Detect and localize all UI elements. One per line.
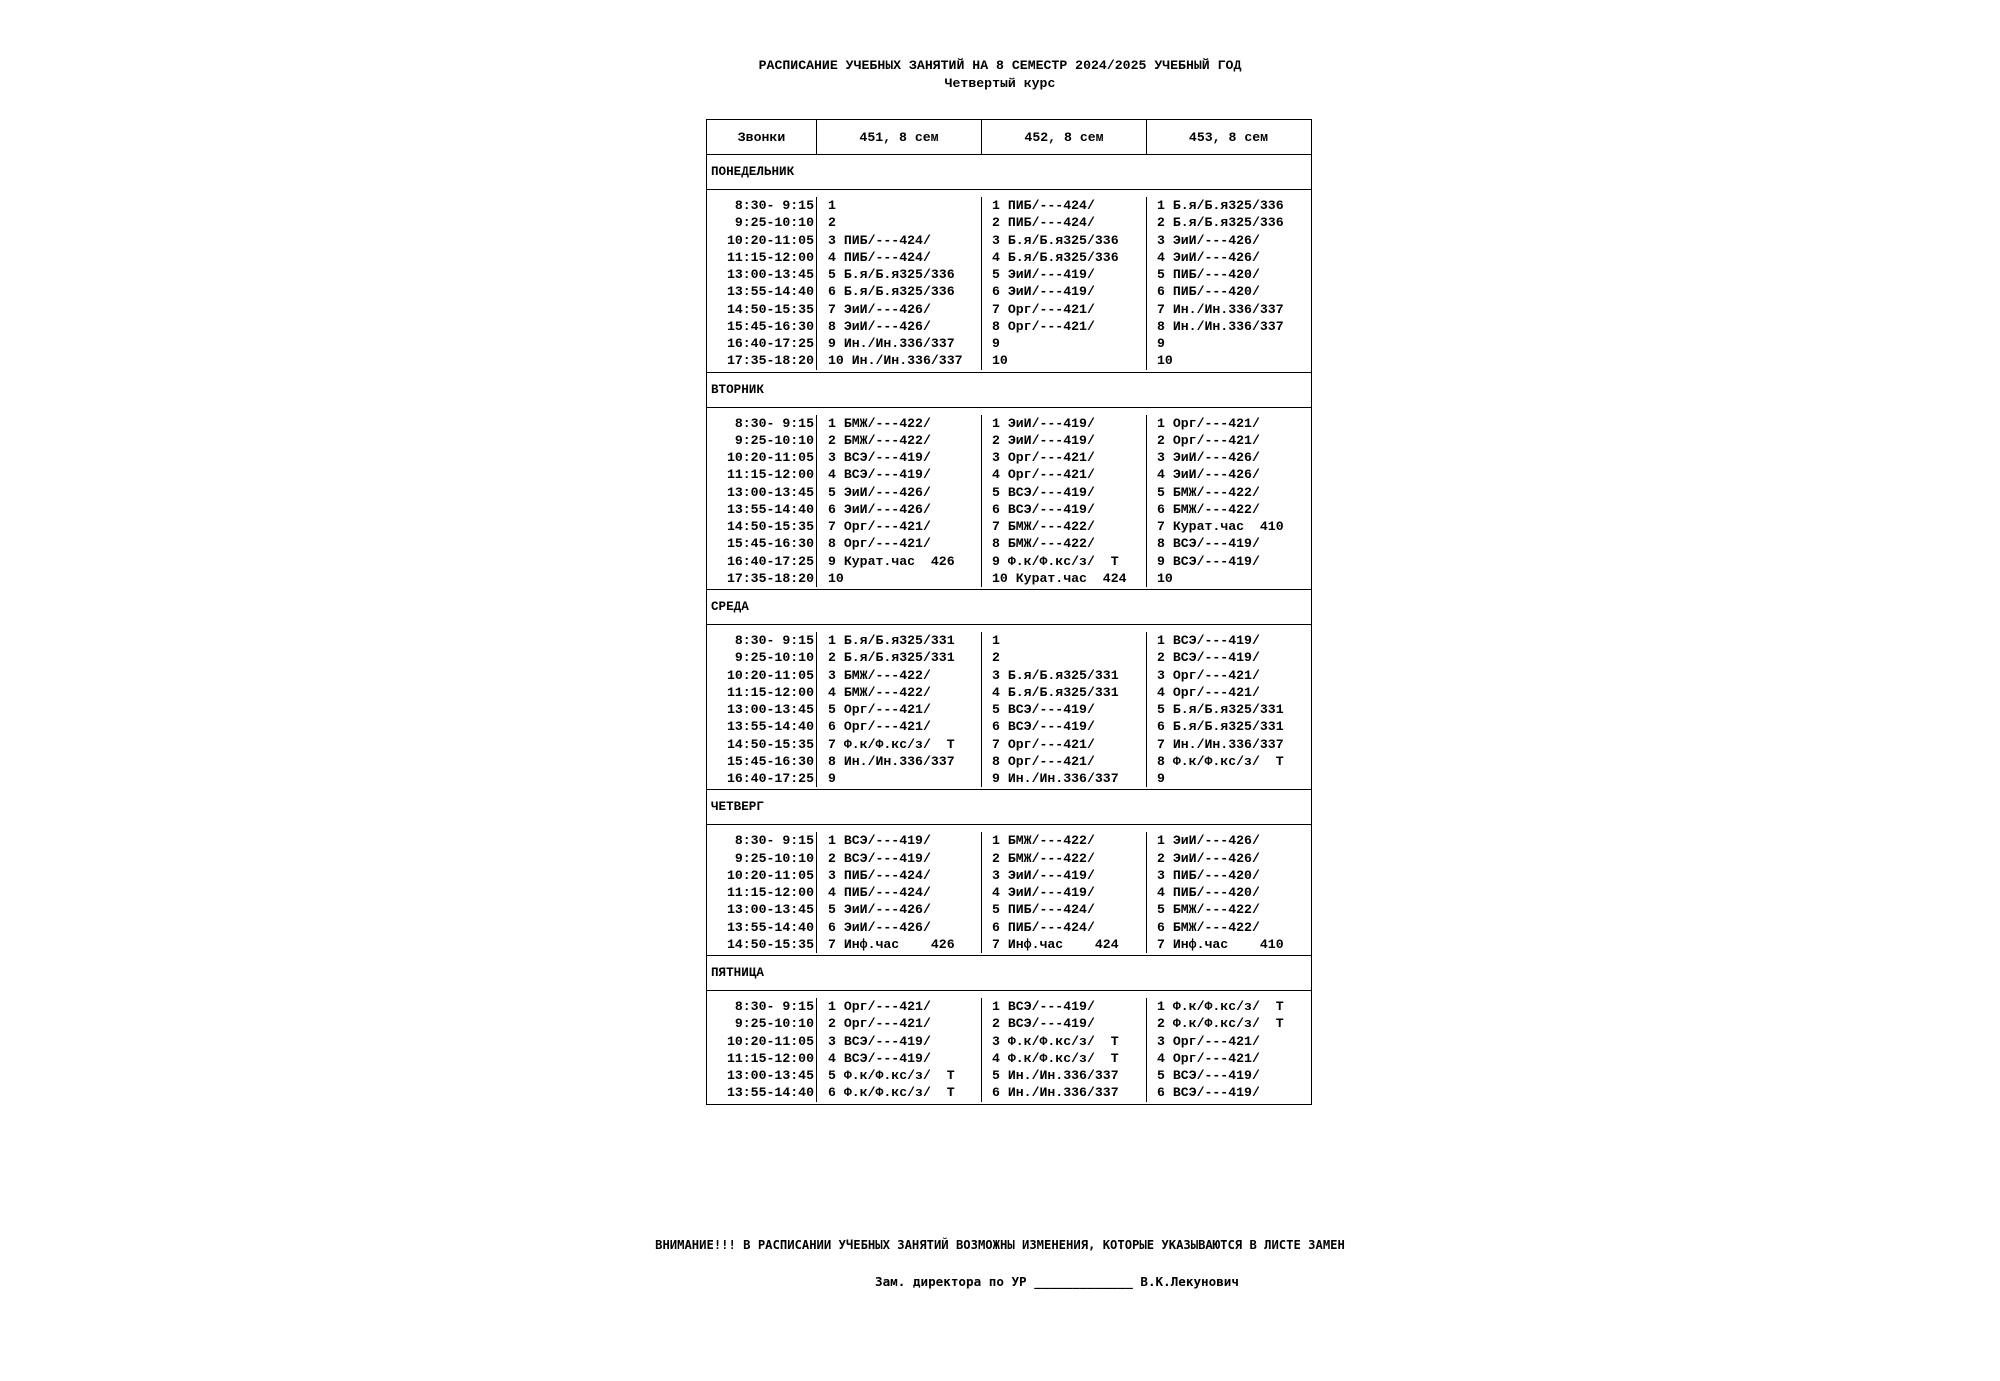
time-slot: 13:00-13:45 [707,484,817,501]
time-slot: 15:45-16:30 [707,753,817,770]
class-453: 8 Ф.к/Ф.кс/з/ Т [1157,753,1284,769]
document-subtitle: Четвертый курс [944,76,1056,91]
class-451: 7 Ф.к/Ф.кс/з/ Т [817,736,982,753]
table-row [707,432,1311,449]
class-452: 9 Ин./Ин.336/337 [982,770,1147,787]
class-452: 2 ПИБ/---424/ [982,214,1147,231]
table-row [707,770,1311,787]
class-451: 1 Б.я/Б.я325/331 [817,632,982,649]
class-451: 2 [817,214,982,231]
class-452: 2 [982,649,1147,666]
table-row [707,283,1311,300]
day-label: ПЯТНИЦА [707,956,1311,991]
time-slot: 13:55-14:40 [707,283,817,300]
class-451: 5 Орг/---421/ [817,701,982,718]
class-451: 8 Ин./Ин.336/337 [817,753,982,770]
table-row [707,901,1311,918]
class-453: 2 ЭиИ/---426/ [1157,850,1260,866]
table-row [707,1033,1311,1050]
table-row [707,535,1311,552]
class-452: 6 ВСЭ/---419/ [982,501,1147,518]
table-row [707,850,1311,867]
table-row [707,301,1311,318]
class-451: 9 Ин./Ин.336/337 [817,335,982,352]
time-slot: 15:45-16:30 [707,535,817,552]
class-451: 4 БМЖ/---422/ [817,684,982,701]
day-label: ПОНЕДЕЛЬНИК [707,155,1311,190]
changes-notice: ВНИМАНИЕ!!! В РАСПИСАНИИ УЧЕБНЫХ ЗАНЯТИЙ ВОЗМОЖНЫ ИЗМЕНЕНИЯ, КОТОРЫЕ УКАЗЫВАЮТСЯ В ЛИСТЕ ЗАМЕН [655,1238,1345,1252]
class-452: 3 Ф.к/Ф.кс/з/ Т [982,1033,1147,1050]
time-slot: 13:55-14:40 [707,718,817,735]
class-451: 7 ЭиИ/---426/ [817,301,982,318]
class-453: 3 ПИБ/---420/ [1157,867,1260,883]
time-slot: 8:30- 9:15 [707,998,817,1015]
class-452: 1 [982,632,1147,649]
table-row [707,884,1311,901]
class-452: 3 Б.я/Б.я325/336 [982,232,1147,249]
class-453: 7 Ин./Ин.336/337 [1157,301,1284,317]
class-452: 3 ЭиИ/---419/ [982,867,1147,884]
class-452: 5 ВСЭ/---419/ [982,484,1147,501]
time-slot: 13:55-14:40 [707,1084,817,1101]
class-451: 1 Орг/---421/ [817,998,982,1015]
class-452: 7 БМЖ/---422/ [982,518,1147,535]
time-slot: 15:45-16:30 [707,318,817,335]
class-453: 5 ПИБ/---420/ [1157,267,1260,282]
class-451: 3 ВСЭ/---419/ [817,449,982,466]
class-451: 6 ЭиИ/---426/ [817,501,982,518]
class-451: 10 [817,570,982,587]
class-453: 2 Орг/---421/ [1157,432,1260,448]
class-452: 2 ЭиИ/---419/ [982,432,1147,449]
table-row [707,649,1311,666]
class-452: 5 Ин./Ин.336/337 [982,1067,1147,1084]
header-group-452: 452, 8 сем [982,120,1147,154]
time-slot: 17:35-18:20 [707,352,817,369]
class-452: 9 Ф.к/Ф.кс/з/ Т [982,553,1147,570]
class-452: 2 ВСЭ/---419/ [982,1015,1147,1032]
table-row [707,466,1311,483]
class-453: 10 [1157,570,1173,586]
class-453: 5 Б.я/Б.я325/331 [1157,702,1284,717]
class-453: 4 ЭиИ/---426/ [1157,467,1260,483]
class-453: 2 ВСЭ/---419/ [1157,650,1260,666]
class-453: 3 ЭиИ/---426/ [1157,232,1260,248]
table-row [707,1084,1311,1101]
class-451: 9 Курат.час 426 [817,553,982,570]
time-slot: 9:25-10:10 [707,432,817,449]
time-slot: 9:25-10:10 [707,649,817,666]
time-slot: 16:40-17:25 [707,335,817,352]
class-453: 3 Орг/---421/ [1157,1033,1260,1049]
class-453: 4 Орг/---421/ [1157,684,1260,700]
time-slot: 13:00-13:45 [707,901,817,918]
time-slot: 13:55-14:40 [707,919,817,936]
class-452: 4 Ф.к/Ф.кс/з/ Т [982,1050,1147,1067]
class-452: 6 ПИБ/---424/ [982,919,1147,936]
class-451: 4 ВСЭ/---419/ [817,1050,982,1067]
day-label: ЧЕТВЕРГ [707,790,1311,825]
class-451: 3 ПИБ/---424/ [817,232,982,249]
class-451: 2 ВСЭ/---419/ [817,850,982,867]
time-slot: 8:30- 9:15 [707,632,817,649]
class-451: 2 Орг/---421/ [817,1015,982,1032]
class-453: 6 ПИБ/---420/ [1157,284,1260,300]
schedule-table [706,119,1312,1105]
table-row [707,197,1311,214]
time-slot: 10:20-11:05 [707,667,817,684]
class-453: 1 ВСЭ/---419/ [1157,633,1260,648]
class-451: 8 Орг/---421/ [817,535,982,552]
class-452: 5 ВСЭ/---419/ [982,701,1147,718]
table-row [707,335,1311,352]
class-453: 9 [1157,771,1165,786]
time-slot: 11:15-12:00 [707,249,817,266]
day-lessons [707,825,1311,956]
class-453: 4 ПИБ/---420/ [1157,885,1260,900]
time-slot: 11:15-12:00 [707,884,817,901]
class-453: 9 ВСЭ/---419/ [1157,553,1260,569]
table-row [707,501,1311,518]
class-451: 2 БМЖ/---422/ [817,432,982,449]
class-452: 1 БМЖ/---422/ [982,832,1147,849]
day-lessons [707,625,1311,790]
class-452: 2 БМЖ/---422/ [982,850,1147,867]
table-row [707,1015,1311,1032]
table-row [707,570,1311,587]
time-slot: 8:30- 9:15 [707,197,817,214]
table-row [707,1067,1311,1084]
class-453: 6 ВСЭ/---419/ [1157,1085,1260,1101]
day-lessons [707,991,1311,1104]
time-slot: 9:25-10:10 [707,214,817,231]
class-453: 2 Б.я/Б.я325/336 [1157,215,1284,231]
class-451: 1 [817,197,982,214]
class-452: 9 [982,335,1147,352]
time-slot: 10:20-11:05 [707,867,817,884]
class-453: 1 Ф.к/Ф.кс/з/ Т [1157,999,1284,1014]
class-452: 8 Орг/---421/ [982,318,1147,335]
time-slot: 9:25-10:10 [707,1015,817,1032]
class-453: 2 Ф.к/Ф.кс/з/ Т [1157,1016,1284,1032]
class-452: 7 Инф.час 424 [982,936,1147,953]
class-453: 8 ВСЭ/---419/ [1157,536,1260,552]
time-slot: 8:30- 9:15 [707,832,817,849]
time-slot: 11:15-12:00 [707,466,817,483]
table-row [707,518,1311,535]
class-453: 1 ЭиИ/---426/ [1157,833,1260,849]
class-453: 1 Б.я/Б.я325/336 [1157,198,1284,213]
class-453: 7 Ин./Ин.336/337 [1157,736,1284,752]
class-451: 6 ЭиИ/---426/ [817,919,982,936]
class-452: 10 [982,352,1147,369]
table-row [707,449,1311,466]
class-453: 10 [1157,353,1173,369]
signature-line: Зам. директора по УР _____________ В.К.Лекунович [875,1274,1239,1289]
class-451: 3 БМЖ/---422/ [817,667,982,684]
header-bells: Звонки [707,120,817,154]
class-453: 6 БМЖ/---422/ [1157,919,1260,935]
time-slot: 11:15-12:00 [707,1050,817,1067]
table-row [707,867,1311,884]
class-452: 4 ЭиИ/---419/ [982,884,1147,901]
class-453: 7 Инф.час 410 [1157,936,1284,952]
time-slot: 11:15-12:00 [707,684,817,701]
class-453: 4 Орг/---421/ [1157,1050,1260,1066]
table-row [707,232,1311,249]
table-row [707,919,1311,936]
class-452: 3 Б.я/Б.я325/331 [982,667,1147,684]
class-452: 5 ЭиИ/---419/ [982,266,1147,283]
table-row [707,832,1311,849]
class-452: 7 Орг/---421/ [982,301,1147,318]
document-title: РАСПИСАНИЕ УЧЕБНЫХ ЗАНЯТИЙ НА 8 СЕМЕСТР 2024/2025 УЧЕБНЫЙ ГОД [758,58,1242,73]
class-451: 7 Инф.час 426 [817,936,982,953]
class-451: 6 Б.я/Б.я325/336 [817,283,982,300]
table-row [707,266,1311,283]
class-451: 5 ЭиИ/---426/ [817,901,982,918]
table-row [707,936,1311,953]
class-451: 9 [817,770,982,787]
class-451: 2 Б.я/Б.я325/331 [817,649,982,666]
day-label: СРЕДА [707,590,1311,625]
class-453: 6 Б.я/Б.я325/331 [1157,719,1284,735]
time-slot: 13:00-13:45 [707,701,817,718]
class-452: 1 ЭиИ/---419/ [982,415,1147,432]
class-453: 1 Орг/---421/ [1157,415,1260,431]
class-453: 6 БМЖ/---422/ [1157,501,1260,517]
class-451: 5 Б.я/Б.я325/336 [817,266,982,283]
class-452: 4 Б.я/Б.я325/331 [982,684,1147,701]
class-452: 7 Орг/---421/ [982,736,1147,753]
class-452: 6 ВСЭ/---419/ [982,718,1147,735]
schedule-days [707,155,1311,1104]
time-slot: 10:20-11:05 [707,449,817,466]
time-slot: 13:00-13:45 [707,266,817,283]
day-lessons [707,408,1311,591]
table-row [707,684,1311,701]
class-453: 3 Орг/---421/ [1157,667,1260,683]
class-451: 4 ВСЭ/---419/ [817,466,982,483]
time-slot: 16:40-17:25 [707,553,817,570]
class-452: 5 ПИБ/---424/ [982,901,1147,918]
time-slot: 14:50-15:35 [707,736,817,753]
class-451: 3 ПИБ/---424/ [817,867,982,884]
class-451: 6 Орг/---421/ [817,718,982,735]
table-row [707,214,1311,231]
table-row [707,632,1311,649]
class-452: 8 БМЖ/---422/ [982,535,1147,552]
class-451: 5 Ф.к/Ф.кс/з/ Т [817,1067,982,1084]
class-453: 5 ВСЭ/---419/ [1157,1068,1260,1083]
time-slot: 10:20-11:05 [707,232,817,249]
table-row [707,718,1311,735]
table-header [707,120,1311,155]
table-row [707,667,1311,684]
time-slot: 9:25-10:10 [707,850,817,867]
class-452: 6 Ин./Ин.336/337 [982,1084,1147,1101]
table-row [707,352,1311,369]
class-452: 8 Орг/---421/ [982,753,1147,770]
class-452: 4 Орг/---421/ [982,466,1147,483]
table-row [707,553,1311,570]
class-451: 8 ЭиИ/---426/ [817,318,982,335]
time-slot: 10:20-11:05 [707,1033,817,1050]
time-slot: 14:50-15:35 [707,936,817,953]
class-451: 4 ПИБ/---424/ [817,249,982,266]
time-slot: 14:50-15:35 [707,518,817,535]
class-453: 4 ЭиИ/---426/ [1157,249,1260,265]
class-451: 7 Орг/---421/ [817,518,982,535]
table-row [707,415,1311,432]
class-452: 10 Курат.час 424 [982,570,1147,587]
class-451: 10 Ин./Ин.336/337 [817,352,982,369]
time-slot: 8:30- 9:15 [707,415,817,432]
header-group-453: 453, 8 сем [1188,129,1269,145]
class-453: 8 Ин./Ин.336/337 [1157,318,1284,334]
class-453: 7 Курат.час 410 [1157,519,1284,534]
class-451: 6 Ф.к/Ф.кс/з/ Т [817,1084,982,1101]
time-slot: 16:40-17:25 [707,770,817,787]
table-row [707,484,1311,501]
class-451: 5 ЭиИ/---426/ [817,484,982,501]
table-row [707,249,1311,266]
class-453: 3 ЭиИ/---426/ [1157,450,1260,465]
table-row [707,998,1311,1015]
table-row [707,753,1311,770]
class-452: 1 ВСЭ/---419/ [982,998,1147,1015]
time-slot: 14:50-15:35 [707,301,817,318]
table-row [707,736,1311,753]
class-452: 3 Орг/---421/ [982,449,1147,466]
day-lessons [707,190,1311,373]
class-452: 6 ЭиИ/---419/ [982,283,1147,300]
table-row [707,701,1311,718]
class-451: 1 БМЖ/---422/ [817,415,982,432]
time-slot: 17:35-18:20 [707,570,817,587]
table-row [707,318,1311,335]
day-label: ВТОРНИК [707,373,1311,408]
class-453: 9 [1157,336,1165,351]
class-451: 3 ВСЭ/---419/ [817,1033,982,1050]
class-451: 4 ПИБ/---424/ [817,884,982,901]
table-row [707,1050,1311,1067]
time-slot: 13:55-14:40 [707,501,817,518]
header-group-451: 451, 8 сем [817,120,982,154]
class-453: 5 БМЖ/---422/ [1157,484,1260,500]
class-453: 5 БМЖ/---422/ [1157,902,1260,918]
class-452: 4 Б.я/Б.я325/336 [982,249,1147,266]
class-451: 1 ВСЭ/---419/ [817,832,982,849]
time-slot: 13:00-13:45 [707,1067,817,1084]
class-452: 1 ПИБ/---424/ [982,197,1147,214]
